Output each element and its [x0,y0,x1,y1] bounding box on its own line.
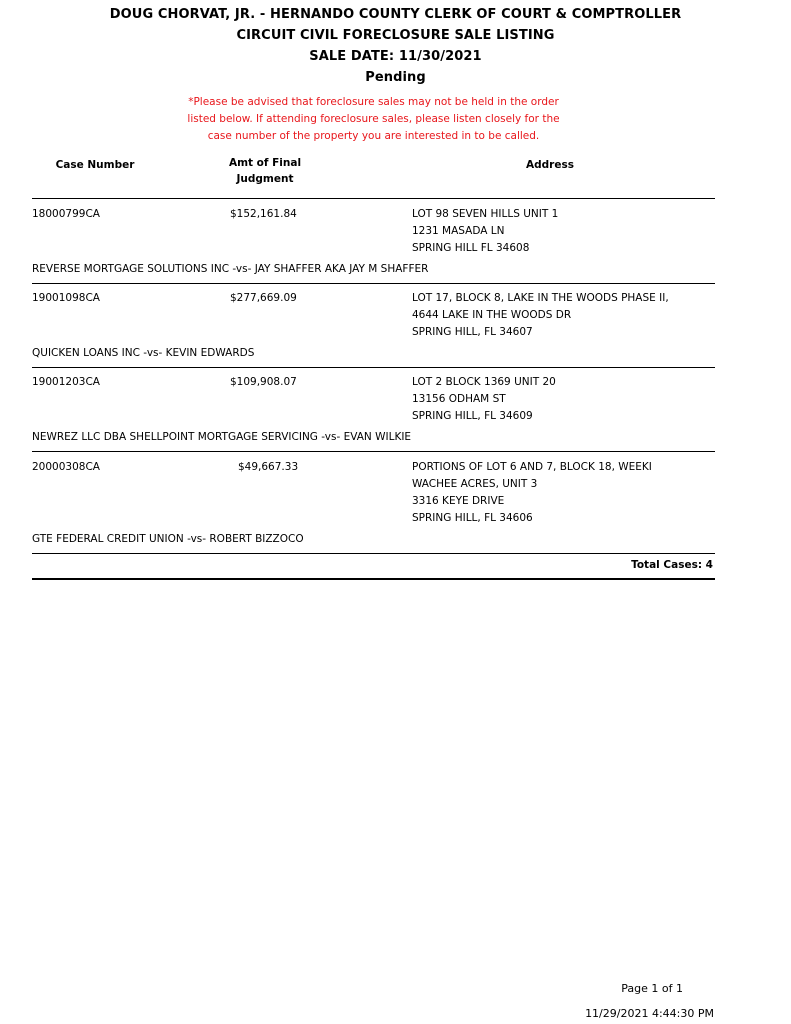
address-line: SPRING HILL, FL 34609 [412,410,533,422]
column-header-amount-line2: Judgment [236,173,294,185]
parties-1: REVERSE MORTGAGE SOLUTIONS INC -vs- JAY SHAFFER AKA JAY M SHAFFER [32,263,429,275]
notice-line-2: listed below. If attending foreclosure sales, please listen closely for the [187,113,560,125]
address-line: LOT 98 SEVEN HILLS UNIT 1 [412,208,559,220]
column-header-case-number: Case Number [55,159,135,171]
address-line: SPRING HILL, FL 34607 [412,326,533,338]
amount-3: $109,908.07 [230,376,297,388]
amount-4: $49,667.33 [238,461,299,473]
case-divider [32,367,715,368]
status-label: Pending [365,70,426,85]
parties-4: GTE FEDERAL CREDIT UNION -vs- ROBERT BIZZOCO [32,533,304,545]
case-divider [32,553,715,554]
parties-3: NEWREZ LLC DBA SHELLPOINT MORTGAGE SERVICING -vs- EVAN WILKIE [32,431,412,443]
notice-line-3: case number of the property you are interested in to be called. [207,130,540,142]
report-title: DOUG CHORVAT, JR. - HERNANDO COUNTY CLERK OF COURT & COMPTROLLER [109,7,682,22]
address-4 [412,459,652,527]
total-cases: Total Cases: 4 [631,559,713,571]
address-line: SPRING HILL, FL 34606 [412,512,533,524]
page-number: Page 1 of 1 [621,982,683,995]
case-number-1: 18000799CA [32,208,100,220]
address-line: 1231 MASADA LN [412,225,505,237]
address-line: 4644 LAKE IN THE WOODS DR [412,309,572,321]
address-1 [412,206,558,257]
parties-2: QUICKEN LOANS INC -vs- KEVIN EDWARDS [32,347,255,359]
case-number-4: 20000308CA [32,461,100,473]
case-number-3: 19001203CA [32,376,100,388]
report-subtitle: CIRCUIT CIVIL FORECLOSURE SALE LISTING [236,28,555,43]
address-3 [412,374,556,425]
total-divider [32,578,715,580]
address-line: SPRING HILL FL 34608 [412,242,530,254]
case-number-2: 19001098CA [32,292,100,304]
address-line: LOT 17, BLOCK 8, LAKE IN THE WOODS PHASE II, [412,292,669,304]
amount-2: $277,669.09 [230,292,297,304]
amount-1: $152,161.84 [230,208,297,220]
print-timestamp: 11/29/2021 4:44:30 PM [585,1007,714,1020]
column-header-amount-line1: Amt of Final [228,157,302,169]
address-line: WACHEE ACRES, UNIT 3 [412,478,538,490]
address-line: 13156 ODHAM ST [412,393,506,405]
column-header-amount [205,155,325,187]
address-line: 3316 KEYE DRIVE [412,495,505,507]
address-2 [412,290,669,341]
column-header-address: Address [526,159,574,171]
address-line: PORTIONS OF LOT 6 AND 7, BLOCK 18, WEEKI [412,461,652,473]
case-divider [32,451,715,452]
case-divider [32,283,715,284]
sale-date: SALE DATE: 11/30/2021 [309,49,482,64]
address-line: LOT 2 BLOCK 1369 UNIT 20 [412,376,556,388]
notice-line-1: *Please be advised that foreclosure sales may not be held in the order [188,96,559,108]
header-divider [32,198,715,199]
